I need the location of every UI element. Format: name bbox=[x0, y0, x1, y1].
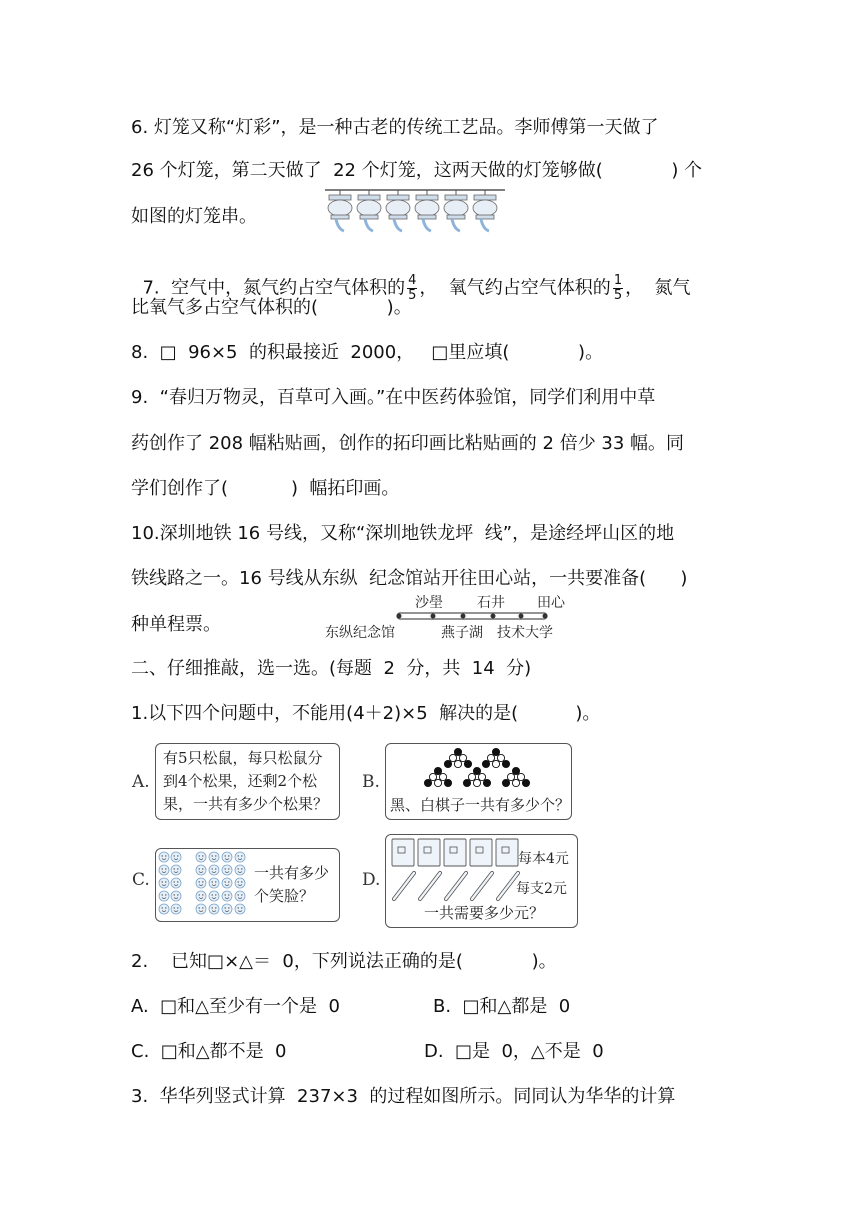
q10-line-1: 10.深圳地铁 16 号线，又称“深圳地铁龙坪 线”，是途经坪山区的地 bbox=[131, 523, 675, 544]
q6-line-2: 26 个灯笼，第二天做了 22 个灯笼，这两天做的灯笼够做( ) 个 bbox=[131, 160, 703, 181]
option-d-label: D. bbox=[362, 870, 381, 890]
s2q2-option-d: D. □是 0，△不是 0 bbox=[424, 1041, 604, 1062]
q9-line-1: 9. “春归万物灵，百草可入画。”在中医药体验馆，同学们利用中草 bbox=[131, 387, 656, 408]
q10-line-3: 种单程票。 bbox=[131, 614, 221, 635]
station-shijing: 石井 bbox=[477, 595, 505, 611]
smiley-icon bbox=[209, 904, 219, 914]
option-c-line-1: 一共有多少 bbox=[254, 864, 330, 882]
q6-line-3: 如图的灯笼串。 bbox=[131, 206, 257, 227]
smiley-icon bbox=[159, 878, 169, 888]
smiley-icon bbox=[196, 852, 206, 862]
metro-line-diagram bbox=[325, 592, 565, 642]
smiley-icon bbox=[196, 891, 206, 901]
smiley-icon bbox=[209, 865, 219, 875]
station-yanzihu: 燕子湖 bbox=[441, 625, 483, 641]
smiley-icon bbox=[171, 891, 181, 901]
smiley-icon bbox=[209, 852, 219, 862]
book-price: 每本4元 bbox=[518, 851, 569, 867]
fraction-denominator: 5 bbox=[613, 288, 623, 303]
smiley-icon bbox=[235, 904, 245, 914]
book-icon bbox=[496, 839, 518, 866]
option-a-line-2: 到4个松果，还剩2个松 bbox=[163, 772, 318, 790]
smiley-icon bbox=[196, 904, 206, 914]
smiley-icon bbox=[235, 891, 245, 901]
book-icon bbox=[470, 839, 492, 866]
smiley-faces-image bbox=[156, 849, 256, 921]
lantern-icon bbox=[444, 190, 468, 231]
lantern-icon bbox=[357, 190, 381, 231]
chess-group-icon bbox=[444, 748, 471, 767]
chess-group-icon bbox=[482, 748, 509, 767]
pencil-icon bbox=[498, 873, 518, 899]
station-tianxin: 田心 bbox=[537, 595, 565, 611]
smiley-icon bbox=[222, 891, 232, 901]
smiley-icon bbox=[159, 904, 169, 914]
pencil-icon bbox=[394, 873, 414, 899]
lantern-icon bbox=[473, 190, 497, 231]
q7-text-b: ， 氧气约占空气体积的 bbox=[419, 277, 611, 299]
chess-pieces-image bbox=[386, 744, 571, 796]
smiley-icon bbox=[209, 891, 219, 901]
smiley-icon bbox=[235, 878, 245, 888]
q7-line-2: 比氧气多占空气体积的( )。 bbox=[131, 297, 412, 318]
s2q2-option-a: A. □和△至少有一个是 0 bbox=[131, 996, 340, 1017]
books-and-pencils-image bbox=[388, 837, 523, 909]
s2q3-stem: 3. 华华列竖式计算 237×3 的过程如图所示。同同认为华华的计算 bbox=[131, 1086, 676, 1107]
q6-line-1: 6. 灯笼又称“灯彩”，是一种古老的传统工艺品。李师傅第一天做了 bbox=[131, 117, 659, 138]
fraction-numerator: 1 bbox=[613, 273, 623, 288]
book-icon bbox=[392, 839, 414, 866]
fraction-one-fifth bbox=[613, 274, 623, 303]
s2q2-option-c: C. □和△都不是 0 bbox=[131, 1041, 287, 1062]
option-c-label: C. bbox=[132, 870, 150, 890]
option-d-question: 一共需要多少元？ bbox=[424, 904, 545, 922]
q7-text-a: 7. 空气中，氮气约占空气体积的 bbox=[142, 277, 406, 299]
s2q2-option-b: B. □和△都是 0 bbox=[433, 996, 571, 1017]
smiley-icon bbox=[159, 852, 169, 862]
smiley-icon bbox=[196, 878, 206, 888]
smiley-icon bbox=[235, 852, 245, 862]
fraction-numerator: 4 bbox=[408, 273, 417, 288]
smiley-icon bbox=[209, 878, 219, 888]
smiley-icon bbox=[159, 891, 169, 901]
q9-line-2: 药创作了 208 幅粘贴画，创作的拓印画比粘贴画的 2 倍少 33 幅。同 bbox=[131, 433, 685, 454]
smiley-icon bbox=[196, 865, 206, 875]
smiley-icon bbox=[171, 852, 181, 862]
smiley-icon bbox=[235, 865, 245, 875]
smiley-icon bbox=[171, 904, 181, 914]
pencil-price: 每支2元 bbox=[516, 881, 567, 897]
smiley-icon bbox=[159, 865, 169, 875]
q10-line-2: 铁线路之一。16 号线从东纵 纪念馆站开往田心站，一共要准备( ) bbox=[131, 568, 688, 589]
section-2-title: 二、仔细推敲，选一选。(每题 2 分，共 14 分) bbox=[131, 658, 532, 679]
smiley-icon bbox=[222, 878, 232, 888]
option-a-label: A. bbox=[132, 772, 150, 792]
lantern-icon bbox=[386, 190, 410, 231]
option-a-box bbox=[155, 743, 340, 820]
pencil-icon bbox=[446, 873, 466, 899]
pencil-icon bbox=[472, 873, 492, 899]
smiley-icon bbox=[171, 865, 181, 875]
chess-group-icon bbox=[463, 767, 490, 786]
fraction-denominator: 5 bbox=[408, 288, 417, 303]
option-a-line-3: 果，一共有多少个松果？ bbox=[163, 795, 329, 813]
station-jishudaxue: 技术大学 bbox=[497, 625, 553, 641]
chess-group-icon bbox=[424, 767, 451, 786]
option-c-box bbox=[155, 848, 340, 922]
option-b-label: B. bbox=[362, 772, 380, 792]
option-a-line-1: 有5只松鼠，每只松鼠分 bbox=[163, 749, 323, 767]
q8-line-1: 8. □ 96×5 的积最接近 2000， □里应填( )。 bbox=[131, 342, 604, 363]
pencil-icon bbox=[420, 873, 440, 899]
station-shaxue: 沙壆 bbox=[415, 595, 443, 611]
smiley-icon bbox=[222, 904, 232, 914]
book-icon bbox=[444, 839, 466, 866]
s2q2-stem: 2. 已知□×△＝ 0，下列说法正确的是( )。 bbox=[131, 951, 557, 972]
q7-text-c: ， 氮气 bbox=[625, 277, 691, 299]
smiley-icon bbox=[171, 878, 181, 888]
option-d-box bbox=[385, 834, 578, 928]
s2q1-stem: 1.以下四个问题中，不能用(4＋2)×5 解决的是( )。 bbox=[131, 703, 601, 724]
station-dongzong: 东纵纪念馆 bbox=[325, 625, 395, 641]
option-b-box bbox=[385, 743, 572, 820]
q9-line-3: 学们创作了( ) 幅拓印画。 bbox=[131, 478, 400, 499]
option-b-question: 黑、白棋子一共有多少个？ bbox=[390, 796, 571, 814]
smiley-icon bbox=[222, 852, 232, 862]
lantern-icon bbox=[328, 190, 352, 231]
smiley-icon bbox=[222, 865, 232, 875]
lantern-icon bbox=[415, 190, 439, 231]
book-icon bbox=[418, 839, 440, 866]
chess-group-icon bbox=[502, 767, 529, 786]
option-c-line-2: 个笑脸？ bbox=[254, 887, 315, 905]
lantern-string-image bbox=[325, 186, 505, 234]
